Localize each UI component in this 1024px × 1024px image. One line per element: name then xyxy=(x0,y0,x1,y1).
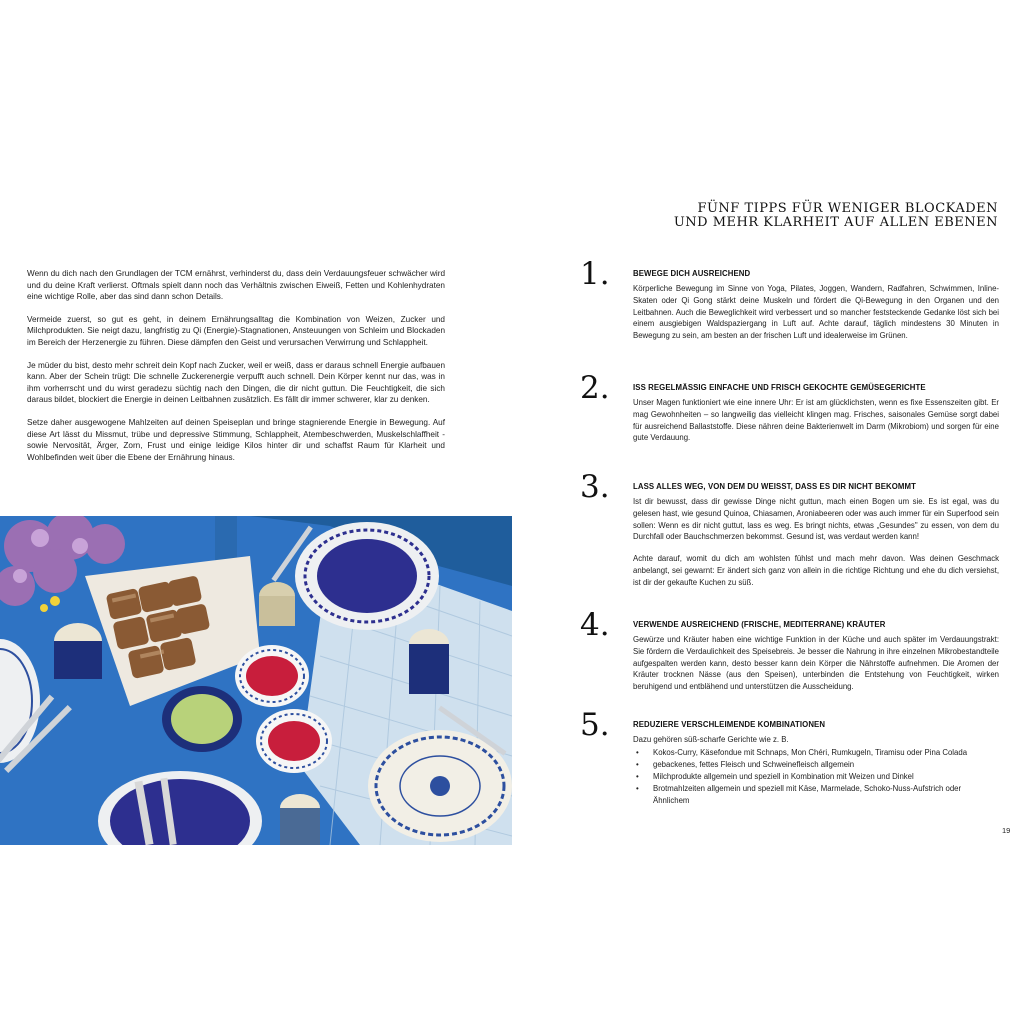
tip-number: 1. xyxy=(580,256,610,292)
tip-text: Ist dir bewusst, dass dir gewisse Dinge nicht guttun, mach einen Bogen um sie. Es ist egal, was du gelesen hast, wie gesund Quinoa, Chiasamen, Aroniabeeren oder was auch immer für ein Superfood sein sollen: Wenn es dir nicht guttut, lass es weg. Es bringt nichts, etwas „Gesundes" zu essen, von dem du Durchfall oder Bauchschmerzen bekommst. Gesund ist, was verdaut werden kann! xyxy=(633,497,999,542)
food-table-illustration xyxy=(0,516,512,845)
tip-number: 5. xyxy=(580,707,610,743)
tip-title: VERWENDE AUSREICHEND (FRISCHE, MEDITERRANE) KRÄUTER xyxy=(633,620,886,629)
page-number: 19 xyxy=(1002,826,1011,835)
headline-line-1: FÜNF TIPPS FÜR WENIGER BLOCKADEN xyxy=(697,201,998,216)
tip-text: Körperliche Bewegung im Sinne von Yoga, Pilates, Joggen, Wandern, Radfahren, Schwimmen, Inline-Skaten oder Qi Gong stärkt deine Muskeln und fördert die Qi-Bewegung in den Organen und den Leitbahnen. Auch die Beweglichkeit wird verbessert und so mancher feststeckende Gedanke löst sich bei einem ausgiebigen Waldspaziergang in Luft auf. Achte darauf, täglich mindestens 30 Minuten in Bewegung zu sein, am besten an der frischen Luft und idealerweise im Grünen. xyxy=(633,284,999,341)
left-paragraph-3: Je müder du bist, desto mehr schreit dein Kopf nach Zucker, weil er weiß, dass er daraus schnell Energie aufbauen kann. Aber der Schein trügt: Die schnelle Zuckerenergie verpufft auch schnell. Dein Körper kennt nur das, was in ihm vorherrscht und du wirst geradezu süchtig nach den Dingen, die dir nicht guttun. Die Feuchtigkeit, die sich daraus bildet, blockiert die Energie in deinen Leitbahnen zusätzlich. Es fällt dir immer schwerer, klar zu denken. xyxy=(27,360,445,405)
tip-title: ISS REGELMÄSSIG EINFACHE UND FRISCH GEKOCHTE GEMÜSEGERICHTE xyxy=(633,383,926,392)
tip-text: Unser Magen funktioniert wie eine innere Uhr: Er ist am glücklichsten, wenn es fixe Essenszeiten gibt. Er mag Gewohnheiten – so langweilig das vielleicht klingen mag. Frisches, saisonales Gemüse sorgt dabei für ausreichend Ballaststoffe. Diese nähren deine Bakterienwelt im Darm (Mikrobiom) und sorgen für eine gute Verdauung. xyxy=(633,398,999,443)
tip-intro: Dazu gehören süß-scharfe Gerichte wie z. B. xyxy=(633,735,789,744)
left-paragraph-4: Setze daher ausgewogene Mahlzeiten auf deinen Speiseplan und bringe stagnierende Energie in Bewegung. Auf diese Art lässt du Missmut, trübe und depressive Stimmung, Schlappheit, Atembeschwerden, Muskelschlaffheit - sowie Nervosität, Ärger, Zorn, Frust und einige leidige Kilos hinter dir und schaffst Raum für Klarheit und Wohlbefinden weit über die Ebene der Ernährung hinaus. xyxy=(27,417,445,462)
headline-line-2: UND MEHR KLARHEIT AUF ALLEN EBENEN xyxy=(673,215,998,230)
tip-number: 2. xyxy=(580,370,610,406)
list-item: • Kokos-Curry, Käsefondue mit Schnaps, Mon Chéri, Rumkugeln, Tiramisu oder Pina Colada xyxy=(633,747,999,759)
tip-number: 4. xyxy=(580,607,610,643)
tip-number: 3. xyxy=(580,469,610,505)
tip-title: REDUZIERE VERSCHLEIMENDE KOMBINATIONEN xyxy=(633,720,826,729)
table-photo xyxy=(0,516,512,845)
left-paragraph-1: Wenn du dich nach den Grundlagen der TCM ernährst, verhinderst du, dass dein Verdauungsfeuer schwächer wird und du deine Kraft verlierst. Oftmals spielt dann noch das Verhältnis zwischen Eiweiß, Fetten und Kohlenhydraten eine wichtige Rolle, aber das sind dann schon Details. xyxy=(27,269,445,302)
list-item: • Milchprodukte allgemein und speziell in Kombination mit Weizen und Dinkel xyxy=(633,771,999,783)
tip-text: Gewürze und Kräuter haben eine wichtige Funktion in der Küche und auch später im Verdauungstrakt: Sie fördern die Verdaulichkeit des Speisebreis. Je besser die Nahrung in ihre einzelnen Mikrobestandteile aufgespalten werden kann, desto besser kann dein Körper die Nährstoffe aufnehmen. Die Aromen der Kräuter trocknen Nässe (aus den Speisen), unterbinden die Entstehung von Feuchtigkeit, wirken beruhigend und entblähend und unterstützen die Ausscheidung. xyxy=(633,635,999,692)
tip-bullet-list xyxy=(633,747,999,807)
left-paragraph-2: Vermeide zuerst, so gut es geht, in deinem Ernährungsalltag die Kombination von Weizen, Zucker und Milchprodukten. Sie neigt dazu, langfristig zu Qi (Energie)-Stagnationen, Ansteuungen von Schleim und Blockaden im Bereich der Herzenergie zu führen. Diese dämpfen den Geist und verursachen Verwirrung und Schlappheit. xyxy=(27,314,445,347)
list-item: • Brotmahlzeiten allgemein und speziell mit Käse, Marmelade, Schoko-Nuss-Aufstrich oder Ähnlichem xyxy=(633,783,999,807)
tip-text-2: Achte darauf, womit du dich am wohlsten fühlst und mach mehr davon. Was deinen Geschmack anbelangt, sei gewarnt: Er ändert sich ganz von allein in die richtige Richtung und ehe du dich versiehst, ist dir der gekaufte Kuchen zu süß. xyxy=(633,554,999,587)
left-page-text xyxy=(27,268,445,474)
section-headline xyxy=(600,202,998,230)
list-item: • gebackenes, fettes Fleisch und Schweinefleisch allgemein xyxy=(633,759,999,771)
tip-title: LASS ALLES WEG, VON DEM DU WEISST, DASS ES DIR NICHT BEKOMMT xyxy=(633,482,916,491)
tip-title: BEWEGE DICH AUSREICHEND xyxy=(633,269,751,278)
